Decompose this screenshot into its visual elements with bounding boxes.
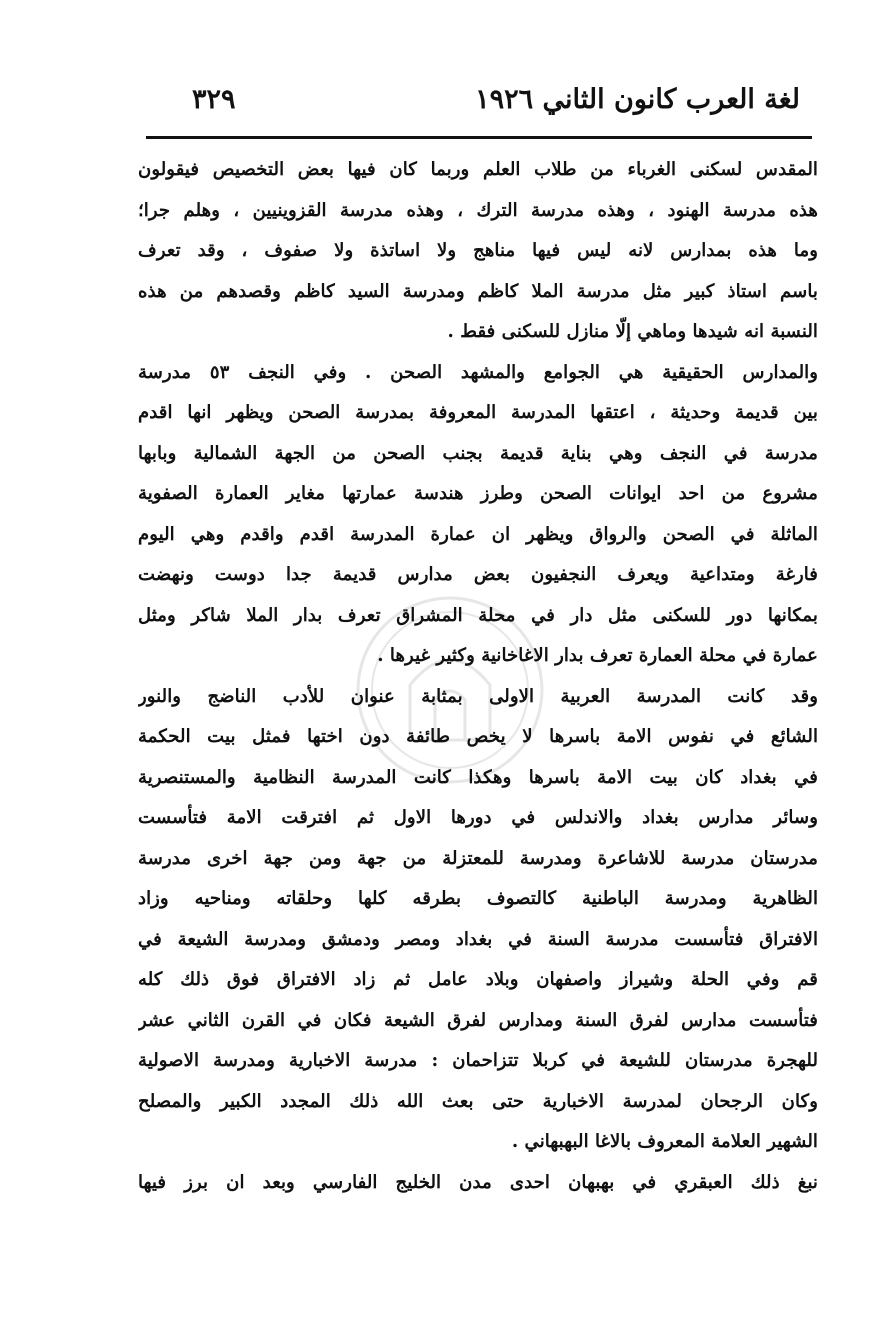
text-line: والمدارس الحقيقية هي الجوامع والمشهد الصحن . وفي النجف ٥٣ مدرسة [138, 361, 818, 383]
text-line: مدرسة في النجف وهي بناية قديمة بجنب الصحن من الجهة الشمالية وبابها [138, 442, 818, 464]
text-line: بين قديمة وحديثة ، اعتقها المدرسة المعروفة بمدرسة الصحن ويظهر انها اقدم [138, 402, 818, 423]
text-line: المقدس لسكنى الغرباء من طلاب العلم وربما كان فيها بعض التخصيص فيقولون [138, 159, 818, 180]
text-line: بمكانها دور للسكنى مثل دار في محلة المشراق تعرف بدار الملا شاكر ومثل [138, 604, 818, 626]
text-line: الماثلة في الصحن والرواق ويظهر ان عمارة المدرسة اقدم واقدم وهي اليوم [138, 523, 818, 545]
text-line: للهجرة مدرستان للشيعة في كربلا تتزاحمان : مدرسة الاخبارية ومدرسة الاصولية [138, 1050, 818, 1071]
journal-title: لغة العرب كانون الثاني ١٩٢٦ [475, 84, 800, 115]
text-line: فتأسست مدارس لفرق السنة ومدارس لفرق الشيعة فكان في القرن الثاني عشر [138, 1009, 818, 1031]
text-line: الظاهرية ومدرسة الباطنية كالتصوف بطرقه كلها وحلقاته ومناحيه وزاد [138, 888, 818, 909]
text-line: نبغ ذلك العبقري في بهبهان احدى مدن الخليج الفارسي وبعد ان برز فيها [138, 1171, 818, 1193]
article-body [138, 150, 818, 1203]
header-rule [146, 136, 812, 139]
text-line: وقد كانت المدرسة العربية الاولى بمثابة عنوان للأدب الناضج والنور [138, 685, 818, 707]
text-line: عمارة في محلة العمارة تعرف بدار الاغاخانية وكثير غيرها . [377, 645, 818, 666]
text-line: قم وفي الحلة وشيراز واصفهان وبلاد عامل ثم زاد الافتراق فوق ذلك كله [138, 969, 818, 990]
text-line: وما هذه بمدارس لانه ليس فيها مناهج ولا اساتذة ولا صفوف ، وقد تعرف [138, 240, 818, 261]
text-line: في بغداد كان بيت الامة باسرها وهكذا كانت المدرسة النظامية والمستنصرية [138, 766, 818, 788]
text-line: الافتراق فتأسست مدرسة السنة في بغداد ومصر ودمشق ومدرسة الشيعة في [138, 928, 818, 950]
text-line: الشائع في نفوس الامة باسرها لا يخص طائفة دون اختها فمثل بيت الحكمة [138, 726, 818, 747]
running-header [150, 82, 800, 128]
text-line: وسائر مدارس بغداد والاندلس في دورها الاول ثم افترقت الامة فتأسست [138, 807, 818, 828]
text-line: النسبة انه شيدها وماهي إلّا منازل للسكنى فقط . [447, 321, 818, 342]
text-line: مدرستان مدرسة للاشاعرة ومدرسة للمعتزلة من جهة ومن جهة اخرى مدرسة [138, 847, 818, 869]
page-number: ٣٢٩ [192, 84, 236, 115]
text-line: وكان الرجحان لمدرسة الاخبارية حتى بعث الله ذلك المجدد الكبير والمصلح [138, 1090, 818, 1112]
text-line: هذه مدرسة الهنود ، وهذه مدرسة الترك ، وهذه مدرسة القزوينيين ، وهلم جرا؛ [138, 199, 818, 221]
text-line: مشروع من احد ايوانات الصحن وطرز هندسة عمارتها مغاير العمارة الصفوية [138, 483, 818, 504]
text-line: فارغة ومتداعية ويعرف النجفيون بعض مدارس قديمة جدا دوست ونهضت [138, 564, 818, 585]
text-line: باسم استاذ كبير مثل مدرسة الملا كاظم ومدرسة السيد كاظم وقصدهم من هذه [138, 280, 818, 302]
text-line: الشهير العلامة المعروف بالاغا البهبهاني . [511, 1131, 818, 1152]
